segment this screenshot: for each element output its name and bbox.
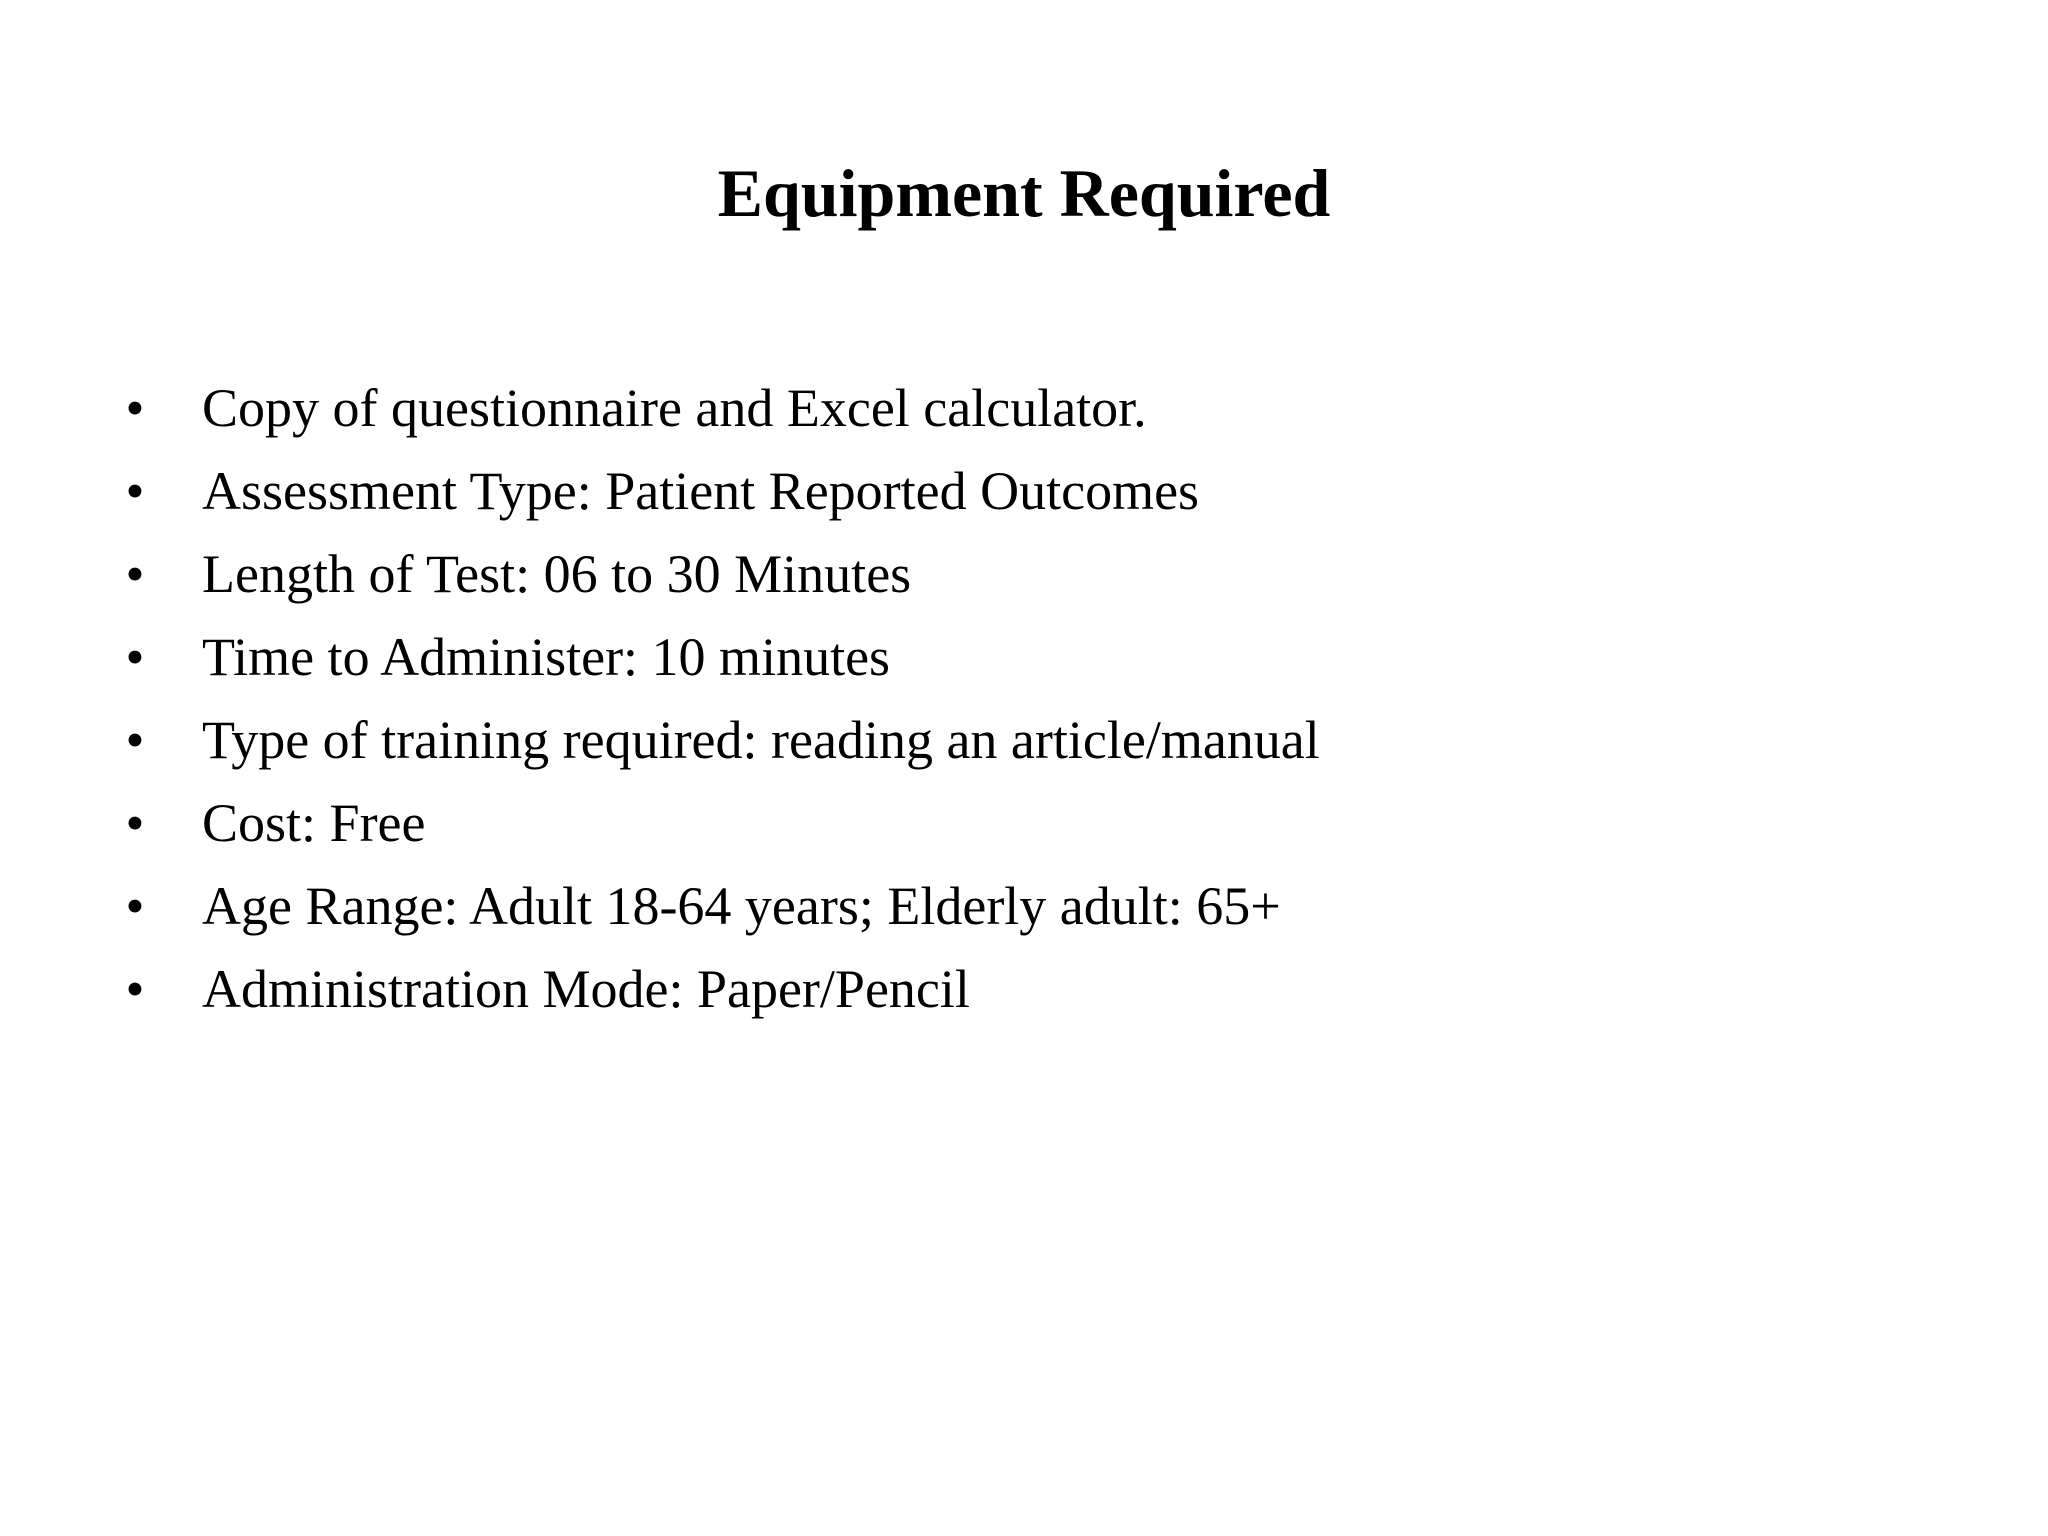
list-item <box>120 865 1920 948</box>
list-item <box>120 616 1920 699</box>
list-item-text: Length of Test: 06 to 30 Minutes <box>202 544 912 604</box>
list-item-text: Assessment Type: Patient Reported Outcomes <box>202 461 1200 521</box>
list-item <box>120 533 1920 616</box>
list-item <box>120 367 1920 450</box>
list-item <box>120 450 1920 533</box>
list-item <box>120 699 1920 782</box>
list-item <box>120 948 1920 1031</box>
bullet-icon: • <box>125 710 145 770</box>
slide-title: Equipment Required <box>717 155 1331 231</box>
bullet-icon: • <box>125 793 145 853</box>
bullet-icon: • <box>125 544 145 604</box>
list-item-text: Age Range: Adult 18-64 years; Elderly adult: 65+ <box>202 876 1281 936</box>
bullet-icon: • <box>125 959 145 1019</box>
list-item <box>120 782 1920 865</box>
list-item-text: Copy of questionnaire and Excel calculator. <box>202 378 1147 438</box>
list-item-text: Administration Mode: Paper/Pencil <box>202 959 970 1019</box>
list-item-text: Time to Administer: 10 minutes <box>202 627 891 687</box>
bullet-list <box>120 367 1920 1031</box>
bullet-icon: • <box>125 876 145 936</box>
bullet-icon: • <box>125 378 145 438</box>
bullet-icon: • <box>125 627 145 687</box>
list-item-text: Cost: Free <box>202 793 426 853</box>
list-item-text: Type of training required: reading an article/manual <box>202 710 1320 770</box>
bullet-icon: • <box>125 461 145 521</box>
